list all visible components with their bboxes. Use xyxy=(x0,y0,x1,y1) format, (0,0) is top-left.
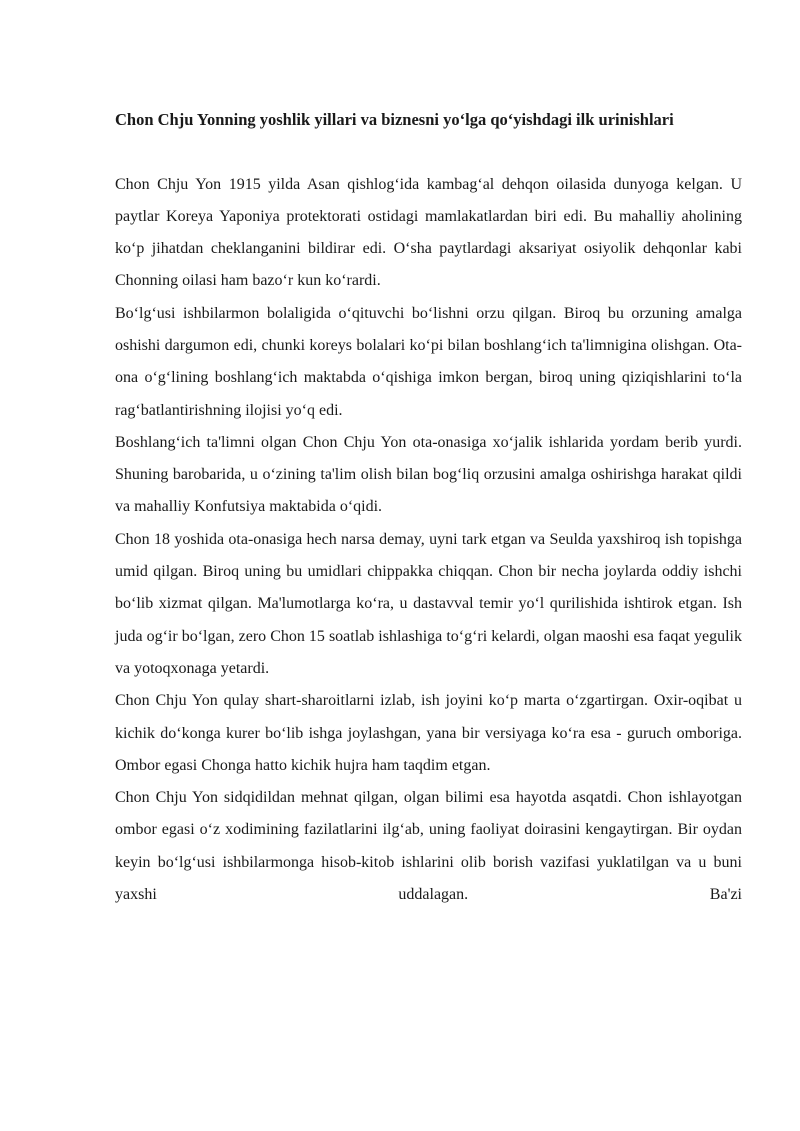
document-body xyxy=(115,169,742,912)
paragraph-5: Chon Chju Yon qulay shart-sharoitlarni izlab, ish joyini ko‘p marta o‘zgartirgan. Oxir-oqibat u kichik do‘konga kurer bo‘lib ishga joylashgan, yana bir versiyaga ko‘ra esa - guruch omboriga. Ombor egasi Chonga hatto kichik hujra ham taqdim etgan. xyxy=(115,692,742,774)
document-title: Chon Chju Yonning yoshlik yillari va biznesni yo‘lga qo‘yishdagi ilk urinishlari xyxy=(115,110,674,129)
paragraph-6: Chon Chju Yon sidqidildan mehnat qilgan, olgan bilimi esa hayotda asqatdi. Chon ishlayotgan ombor egasi o‘z xodimining fazilatlarini ilg‘ab, uning faoliyat doirasini kengaytirgan. Bir oydan keyin bo‘lg‘usi ishbilarmonga hisob-kitob ishlarini olib borish vazifasi yuklatilgan va u buni yaxshi uddalagan. Ba'zi xyxy=(115,789,742,904)
paragraph-1: Chon Chju Yon 1915 yilda Asan qishlog‘ida kambag‘al dehqon oilasida dunyoga kelgan. U paytlar Koreya Yaponiya protektorati ostidagi mamlakatlardan biri edi. Bu mahalliy aholining ko‘p jihatdan cheklanganini bildirar edi. O‘sha paytlardagi aksariyat osiyolik dehqonlar kabi Chonning oilasi ham bazo‘r kun ko‘rardi. xyxy=(115,175,742,290)
paragraph-4: Chon 18 yoshida ota-onasiga hech narsa demay, uyni tark etgan va Seulda yaxshiroq ish topishga umid qilgan. Biroq uning bu umidlari chippakka chiqqan. Chon bir necha joylarda oddiy ishchi bo‘lib xizmat qilgan. Ma'lumotlarga ko‘ra, u dastavval temir yo‘l qurilishida ishtirok etgan. Ish juda og‘ir bo‘lgan, zero Chon 15 soatlab ishlashiga to‘g‘ri kelardi, olgan maoshi esa faqat yegulik va yotoqxonaga yetardi. xyxy=(115,530,742,677)
document-page xyxy=(115,104,742,911)
paragraph-3: Boshlang‘ich ta'limni olgan Chon Chju Yon ota-onasiga xo‘jalik ishlarida yordam berib yurdi. Shuning barobarida, u o‘zining ta'lim olish bilan bog‘liq orzusini amalga oshirishga harakat qildi va mahalliy Konfutsiya maktabida o‘qidi. xyxy=(115,433,742,516)
paragraph-2: Bo‘lg‘usi ishbilarmon bolaligida o‘qituvchi bo‘lishni orzu qilgan. Biroq bu orzuning amalga oshishi dargumon edi, chunki koreys bolalari ko‘pi bilan boshlang‘ich ta'limnigina olishgan. Ota-ona o‘g‘lining boshlang‘ich maktabda o‘qishiga imkon bergan, biroq uning qiziqishlarini to‘la rag‘batlantirishning ilojisi yo‘q edi. xyxy=(115,304,742,419)
